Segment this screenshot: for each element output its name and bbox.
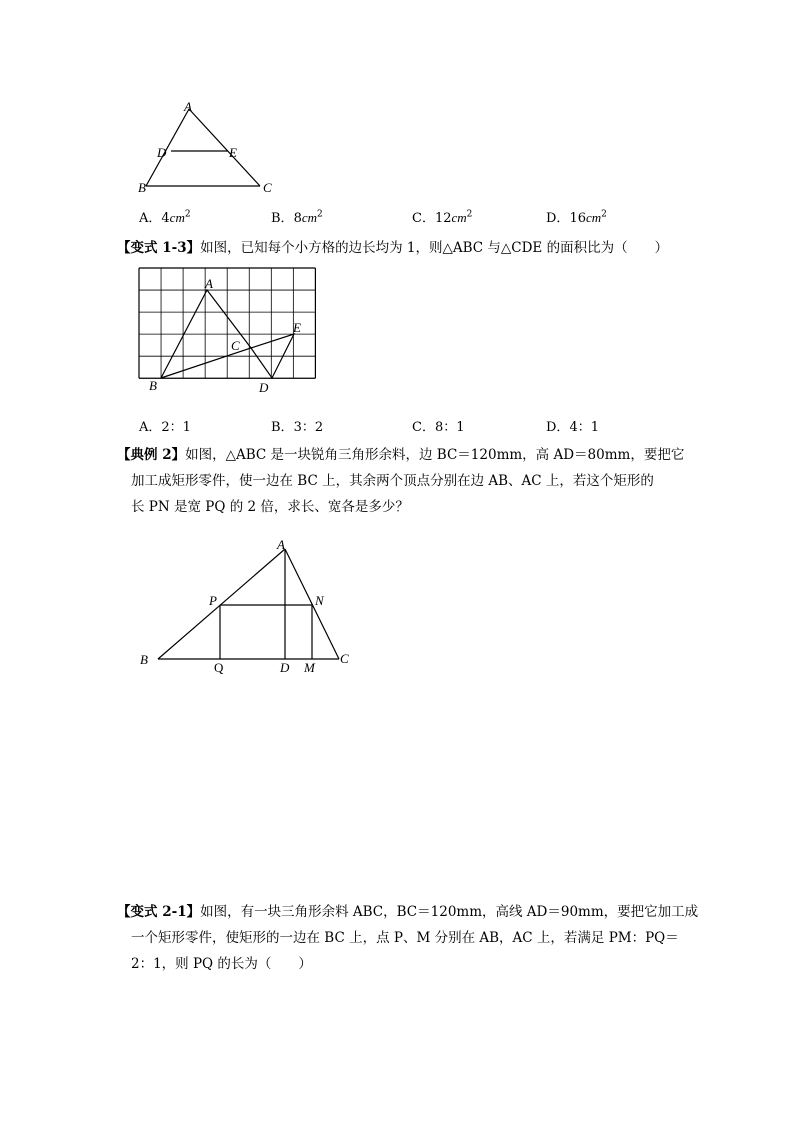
grid-label-c: C: [231, 338, 240, 353]
fig3-label-m: M: [304, 660, 315, 675]
label-b: B: [138, 180, 146, 195]
q2-option-d[interactable]: D．4：1: [546, 420, 599, 435]
q3-stem: [117, 442, 684, 520]
figure-rectangle-in-triangle: [135, 534, 365, 684]
fig3-label-c: C: [340, 651, 349, 666]
q4-tag: 【变式 2-1】: [117, 904, 201, 920]
q4-line-2: 一个矩形零件，使矩形的一边在 BC 上，点 P、M 分别在 AB，AC 上，若满足 PM：PQ＝: [131, 930, 679, 946]
fig3-label-b: B: [140, 652, 148, 667]
grid-label-a: A: [205, 276, 213, 291]
side-ab: [146, 109, 189, 186]
grid-label-d: D: [259, 380, 269, 395]
q2-stem: [117, 235, 668, 261]
q2-text: 如图，已知每个小方格的边长均为 1，则△ABC 与△CDE 的面积比为（ ）: [200, 240, 669, 256]
q1-option-c[interactable]: C．$12cm^2$: [412, 209, 473, 226]
q4-line-3: 2：1，则 PQ 的长为（ ）: [131, 956, 312, 972]
q4-stem: [117, 899, 698, 977]
label-e: E: [229, 145, 237, 160]
grid-label-e: E: [293, 320, 301, 335]
q1-option-a[interactable]: A．$4cm^2$: [139, 209, 191, 226]
q2-option-b[interactable]: B．3：2: [271, 420, 324, 435]
figure-triangle-de: [130, 98, 290, 198]
figure-grid: [138, 268, 338, 398]
fig3-label-n: N: [315, 593, 324, 608]
side-ab: [158, 549, 285, 659]
label-c: C: [263, 180, 272, 195]
grid-lines: [139, 268, 315, 378]
fig3-label-q: Q: [214, 660, 224, 675]
q3-line-3: 长 PN 是宽 PQ 的 2 倍，求长、宽各是多少？: [131, 499, 409, 515]
q1-option-d[interactable]: D．$16cm^2$: [546, 209, 607, 226]
q3-tag: 【典例 2】: [117, 447, 186, 463]
q2-option-c[interactable]: C．8：1: [412, 420, 465, 435]
fig3-label-a: A: [277, 537, 285, 552]
grid-label-b: B: [149, 378, 157, 393]
fig3-label-d: D: [280, 660, 290, 675]
q3-line-1: 【典例 2】如图，△ABC 是一块锐角三角形余料，边 BC＝120mm，高 AD＝80mm，要把它: [117, 447, 685, 463]
side-ac: [189, 109, 260, 186]
label-d: D: [157, 145, 167, 160]
q4-line-1: 【变式 2-1】如图，有一块三角形余料 ABC，BC＝120mm，高线 AD＝90mm，要把它加工成: [117, 904, 699, 920]
fig3-label-p: P: [209, 593, 217, 608]
q1-option-b[interactable]: B．$8cm^2$: [271, 209, 323, 226]
q3-line-2: 加工成矩形零件，使一边在 BC 上，其余两个顶点分别在边 AB、AC 上，若这个矩形的: [131, 473, 654, 489]
q2-option-a[interactable]: A．2：1: [139, 420, 191, 435]
q2-tag: 【变式 1-3】: [117, 240, 201, 256]
label-a: A: [184, 99, 192, 114]
